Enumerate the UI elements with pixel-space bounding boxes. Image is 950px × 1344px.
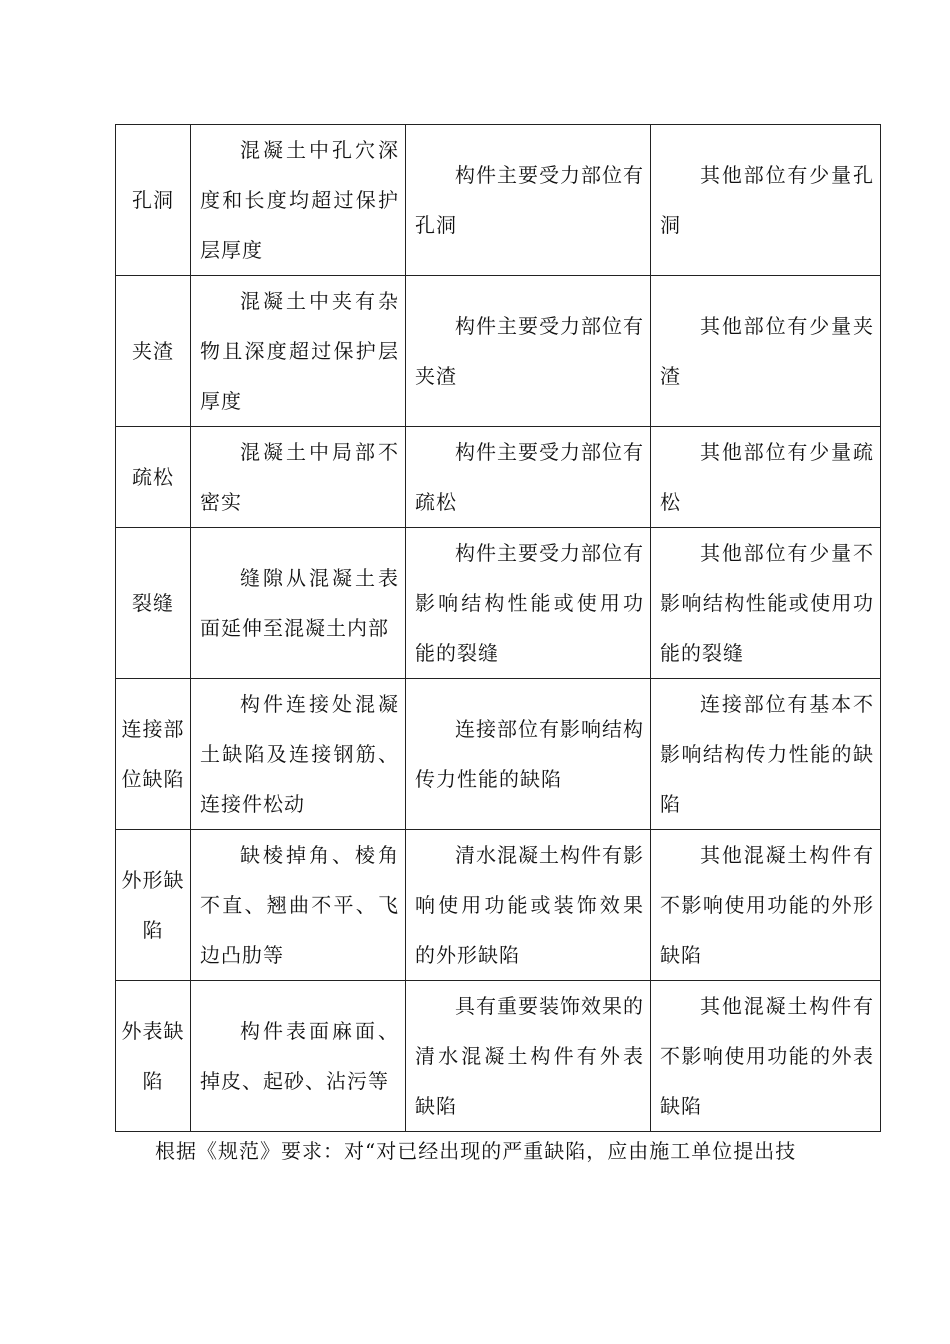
defect-description: 混凝土中孔穴深度和长度均超过保护层厚度 bbox=[191, 125, 406, 276]
table-row bbox=[116, 427, 881, 528]
table-row bbox=[116, 528, 881, 679]
serious-defect: 清水混凝土构件有影响使用功能或装饰效果的外形缺陷 bbox=[406, 830, 651, 981]
defect-name: 裂缝 bbox=[116, 528, 191, 679]
serious-defect: 具有重要装饰效果的清水混凝土构件有外表缺陷 bbox=[406, 981, 651, 1132]
defect-name: 疏松 bbox=[116, 427, 191, 528]
table-row bbox=[116, 276, 881, 427]
defect-name: 夹渣 bbox=[116, 276, 191, 427]
defect-name: 孔洞 bbox=[116, 125, 191, 276]
defect-description: 混凝土中夹有杂物且深度超过保护层厚度 bbox=[191, 276, 406, 427]
serious-defect: 构件主要受力部位有孔洞 bbox=[406, 125, 651, 276]
general-defect: 其他混凝土构件有不影响使用功能的外表缺陷 bbox=[651, 981, 881, 1132]
table-row bbox=[116, 830, 881, 981]
defect-description: 缝隙从混凝土表面延伸至混凝土内部 bbox=[191, 528, 406, 679]
defect-table bbox=[115, 124, 881, 1132]
general-defect: 其他部位有少量疏松 bbox=[651, 427, 881, 528]
table-row bbox=[116, 679, 881, 830]
defect-description: 构件表面麻面、掉皮、起砂、沾污等 bbox=[191, 981, 406, 1132]
defect-name: 外表缺陷 bbox=[116, 981, 191, 1132]
general-defect: 其他混凝土构件有不影响使用功能的外形缺陷 bbox=[651, 830, 881, 981]
table-row bbox=[116, 981, 881, 1132]
general-defect: 连接部位有基本不影响结构传力性能的缺陷 bbox=[651, 679, 881, 830]
serious-defect: 构件主要受力部位有影响结构性能或使用功能的裂缝 bbox=[406, 528, 651, 679]
serious-defect: 构件主要受力部位有疏松 bbox=[406, 427, 651, 528]
defect-name: 连接部位缺陷 bbox=[116, 679, 191, 830]
defect-description: 缺棱掉角、棱角不直、翘曲不平、飞边凸肋等 bbox=[191, 830, 406, 981]
general-defect: 其他部位有少量不影响结构性能或使用功能的裂缝 bbox=[651, 528, 881, 679]
defect-description: 混凝土中局部不密实 bbox=[191, 427, 406, 528]
general-defect: 其他部位有少量夹渣 bbox=[651, 276, 881, 427]
serious-defect: 连接部位有影响结构传力性能的缺陷 bbox=[406, 679, 651, 830]
table-row bbox=[116, 125, 881, 276]
defect-description: 构件连接处混凝土缺陷及连接钢筋、连接件松动 bbox=[191, 679, 406, 830]
defect-name: 外形缺陷 bbox=[116, 830, 191, 981]
general-defect: 其他部位有少量孔洞 bbox=[651, 125, 881, 276]
serious-defect: 构件主要受力部位有夹渣 bbox=[406, 276, 651, 427]
body-paragraph: 根据《规范》要求：对“对已经出现的严重缺陷，应由施工单位提出技 bbox=[155, 1139, 797, 1163]
